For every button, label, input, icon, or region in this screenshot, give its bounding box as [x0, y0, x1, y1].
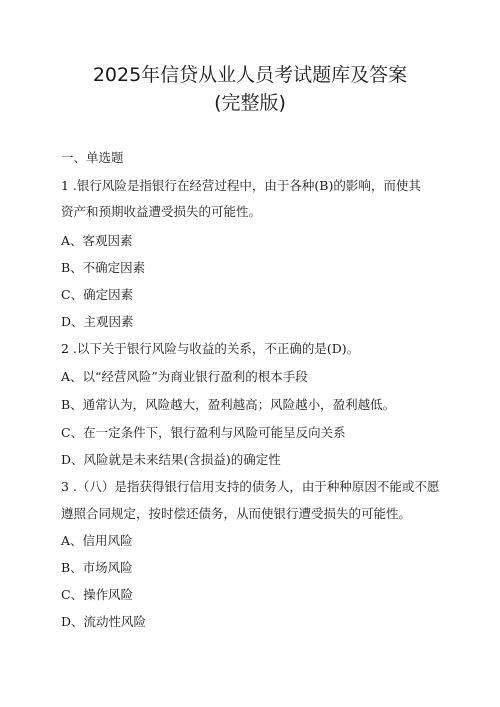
question-2-option-a: A、以“经营风险”为商业银行盈利的根本手段 [61, 369, 308, 384]
question-1-option-c: C、确定因素 [61, 287, 134, 302]
question-1-option-b: B、不确定因素 [61, 260, 146, 275]
question-3-option-a: A、信用风险 [61, 533, 133, 548]
question-3-stem-line-1: 3 .（八）是指获得银行信用支持的债务人，由于种种原因不能或不愿 [61, 479, 440, 494]
section-heading: 一、单选题 [61, 150, 124, 165]
question-3-option-d: D、流动性风险 [61, 614, 147, 629]
question-1-stem-line-2: 资产和预期收益遭受损失的可能性。 [61, 204, 262, 219]
document-title: 2025年信贷从业人员考试题库及答案 [92, 64, 408, 86]
question-2-option-d: D、风险就是未来结果(含损益)的确定性 [61, 452, 281, 467]
question-3-option-b: B、市场风险 [61, 560, 133, 575]
document-subtitle: (完整版) [214, 92, 286, 114]
question-3-stem-line-2: 遵照合同规定，按时偿还债务，从而使银行遭受损失的可能性。 [61, 506, 412, 521]
question-1-option-a: A、客观因素 [61, 233, 133, 248]
question-2-stem-line-1: 2 .以下关于银行风险与收益的关系，不正确的是(D)。 [61, 341, 360, 356]
question-2-option-b: B、通常认为，风险越大，盈利越高；风险越小，盈利越低。 [61, 397, 396, 412]
question-1-stem-line-1: 1 .银行风险是指银行在经营过程中，由于各种(B)的影响，而使其 [61, 178, 421, 193]
question-1-option-d: D、主观因素 [61, 314, 134, 329]
question-3-option-c: C、操作风险 [61, 587, 134, 602]
question-2-option-c: C、在一定条件下，银行盈利与风险可能呈反向关系 [61, 425, 346, 440]
